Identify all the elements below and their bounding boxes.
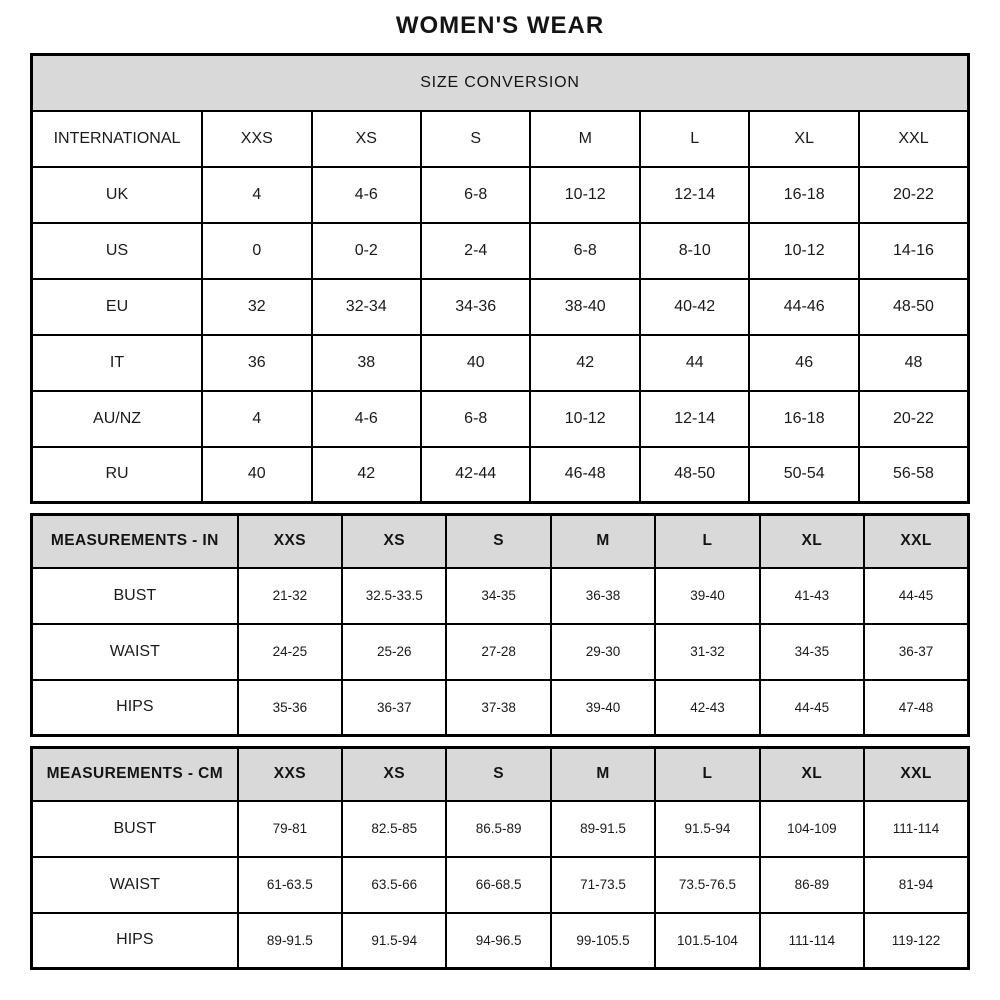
page-title: WOMEN'S WEAR [395, 12, 605, 39]
value-cell: 99-105.5 [551, 913, 655, 969]
value-cell: 39-40 [655, 568, 759, 624]
value-cell: 119-122 [864, 913, 968, 969]
value-cell: 111-114 [760, 913, 864, 969]
size-header-cell: XS [342, 748, 446, 801]
size-header-cell: L [655, 515, 759, 568]
value-cell: 20-22 [859, 391, 969, 447]
table-row [32, 857, 969, 913]
table-row [32, 447, 969, 503]
size-header-cell: XXS [238, 515, 342, 568]
row-label: AU/NZ [32, 391, 203, 447]
value-cell: 8-10 [640, 223, 749, 279]
table-row [32, 913, 969, 969]
value-cell: 94-96.5 [446, 913, 550, 969]
table-row [32, 680, 969, 736]
value-cell: 29-30 [551, 624, 655, 680]
size-header-cell: M [551, 515, 655, 568]
measurements-in-table [30, 513, 970, 737]
value-cell: 86.5-89 [446, 801, 550, 857]
table-row [32, 279, 969, 335]
size-header-cell: M [530, 111, 639, 167]
value-cell: 12-14 [640, 391, 749, 447]
value-cell: 44-46 [749, 279, 858, 335]
size-header-cell: XXS [202, 111, 311, 167]
value-cell: 111-114 [864, 801, 968, 857]
value-cell: 56-58 [859, 447, 969, 503]
table-row [32, 568, 969, 624]
value-cell: 41-43 [760, 568, 864, 624]
value-cell: 73.5-76.5 [655, 857, 759, 913]
size-conversion-table [30, 53, 970, 504]
value-cell: 40 [421, 335, 530, 391]
table-row [32, 167, 969, 223]
value-cell: 48-50 [640, 447, 749, 503]
table-row [32, 801, 969, 857]
value-cell: 82.5-85 [342, 801, 446, 857]
value-cell: 34-36 [421, 279, 530, 335]
value-cell: 42 [312, 447, 421, 503]
size-header-cell: S [421, 111, 530, 167]
value-cell: 4 [202, 167, 311, 223]
value-cell: 32-34 [312, 279, 421, 335]
value-cell: 42 [530, 335, 639, 391]
value-cell: 2-4 [421, 223, 530, 279]
row-label: RU [32, 447, 203, 503]
table-header-row [32, 748, 969, 801]
value-cell: 0 [202, 223, 311, 279]
table-row [32, 624, 969, 680]
size-header-cell: M [551, 748, 655, 801]
value-cell: 32 [202, 279, 311, 335]
value-cell: 32.5-33.5 [342, 568, 446, 624]
value-cell: 34-35 [760, 624, 864, 680]
value-cell: 42-43 [655, 680, 759, 736]
value-cell: 89-91.5 [551, 801, 655, 857]
value-cell: 39-40 [551, 680, 655, 736]
header-label-cell: INTERNATIONAL [32, 111, 203, 167]
value-cell: 16-18 [749, 167, 858, 223]
value-cell: 12-14 [640, 167, 749, 223]
size-header-cell: XS [312, 111, 421, 167]
value-cell: 42-44 [421, 447, 530, 503]
value-cell: 34-35 [446, 568, 550, 624]
value-cell: 14-16 [859, 223, 969, 279]
value-cell: 46 [749, 335, 858, 391]
row-label: WAIST [32, 624, 238, 680]
size-header-cell: XS [342, 515, 446, 568]
value-cell: 6-8 [421, 167, 530, 223]
value-cell: 46-48 [530, 447, 639, 503]
row-label: IT [32, 335, 203, 391]
size-header-cell: L [655, 748, 759, 801]
table-header-row [32, 515, 969, 568]
value-cell: 44-45 [864, 568, 968, 624]
value-cell: 37-38 [446, 680, 550, 736]
value-cell: 4-6 [312, 391, 421, 447]
value-cell: 38 [312, 335, 421, 391]
table-row [32, 335, 969, 391]
value-cell: 31-32 [655, 624, 759, 680]
size-header-cell: XXL [859, 111, 969, 167]
value-cell: 101.5-104 [655, 913, 759, 969]
size-header-cell: XXL [864, 515, 968, 568]
value-cell: 44-45 [760, 680, 864, 736]
row-label: HIPS [32, 680, 238, 736]
measurements-cm-table [30, 746, 970, 970]
value-cell: 71-73.5 [551, 857, 655, 913]
value-cell: 86-89 [760, 857, 864, 913]
value-cell: 10-12 [530, 391, 639, 447]
value-cell: 38-40 [530, 279, 639, 335]
measurements-cm-table-wrap [30, 746, 970, 970]
value-cell: 36-37 [864, 624, 968, 680]
header-label-cell: MEASUREMENTS - IN [32, 515, 238, 568]
header-label-cell: MEASUREMENTS - CM [32, 748, 238, 801]
value-cell: 6-8 [421, 391, 530, 447]
table-banner-row [32, 55, 969, 111]
row-label: BUST [32, 568, 238, 624]
value-cell: 40 [202, 447, 311, 503]
value-cell: 44 [640, 335, 749, 391]
size-header-cell: S [446, 748, 550, 801]
value-cell: 10-12 [530, 167, 639, 223]
row-label: HIPS [32, 913, 238, 969]
value-cell: 61-63.5 [238, 857, 342, 913]
value-cell: 50-54 [749, 447, 858, 503]
value-cell: 40-42 [640, 279, 749, 335]
value-cell: 91.5-94 [342, 913, 446, 969]
value-cell: 4-6 [312, 167, 421, 223]
value-cell: 91.5-94 [655, 801, 759, 857]
size-header-cell: XL [760, 515, 864, 568]
value-cell: 16-18 [749, 391, 858, 447]
table-row [32, 391, 969, 447]
value-cell: 27-28 [446, 624, 550, 680]
value-cell: 36 [202, 335, 311, 391]
size-conversion-table-wrap [30, 53, 970, 504]
size-header-cell: S [446, 515, 550, 568]
value-cell: 48 [859, 335, 969, 391]
size-header-cell: XL [760, 748, 864, 801]
value-cell: 48-50 [859, 279, 969, 335]
table-row [32, 223, 969, 279]
value-cell: 79-81 [238, 801, 342, 857]
table-banner: SIZE CONVERSION [32, 55, 969, 111]
size-header-cell: XXS [238, 748, 342, 801]
table-header-row [32, 111, 969, 167]
size-header-cell: XL [749, 111, 858, 167]
value-cell: 66-68.5 [446, 857, 550, 913]
size-header-cell: L [640, 111, 749, 167]
value-cell: 35-36 [238, 680, 342, 736]
size-header-cell: XXL [864, 748, 968, 801]
value-cell: 104-109 [760, 801, 864, 857]
row-label: BUST [32, 801, 238, 857]
value-cell: 10-12 [749, 223, 858, 279]
value-cell: 0-2 [312, 223, 421, 279]
row-label: WAIST [32, 857, 238, 913]
measurements-in-table-wrap [30, 513, 970, 737]
row-label: UK [32, 167, 203, 223]
value-cell: 36-37 [342, 680, 446, 736]
value-cell: 20-22 [859, 167, 969, 223]
value-cell: 25-26 [342, 624, 446, 680]
value-cell: 21-32 [238, 568, 342, 624]
value-cell: 63.5-66 [342, 857, 446, 913]
value-cell: 4 [202, 391, 311, 447]
value-cell: 81-94 [864, 857, 968, 913]
value-cell: 6-8 [530, 223, 639, 279]
value-cell: 47-48 [864, 680, 968, 736]
value-cell: 24-25 [238, 624, 342, 680]
row-label: US [32, 223, 203, 279]
value-cell: 89-91.5 [238, 913, 342, 969]
row-label: EU [32, 279, 203, 335]
value-cell: 36-38 [551, 568, 655, 624]
